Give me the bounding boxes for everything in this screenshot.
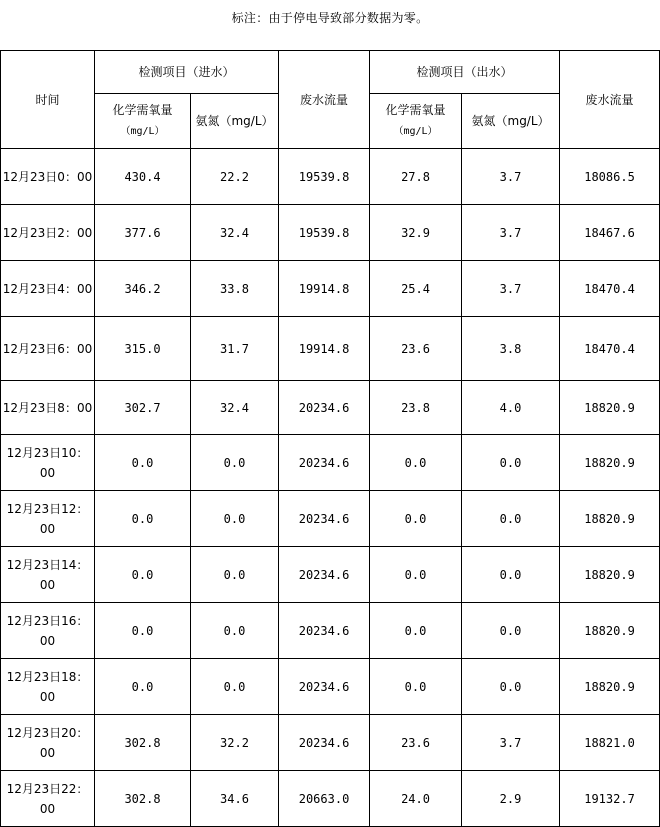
header-inlet-cod-unit: （mg/L） [120, 126, 165, 137]
cell-time: 12月23日6：00 [1, 317, 95, 381]
cell-inlet-cod: 430.4 [95, 149, 191, 205]
table-note: 标注：由于停电导致部分数据为零。 [231, 11, 429, 25]
cell-outlet-cod: 32.9 [370, 205, 462, 261]
cell-time: 12月23日16：00 [1, 603, 95, 659]
header-outlet-nh3: 氨氮（mg/L） [462, 94, 560, 149]
cell-outlet-cod: 25.4 [370, 261, 462, 317]
header-outlet-cod [370, 94, 462, 149]
cell-inlet-cod: 0.0 [95, 435, 191, 491]
cell-inlet-nh3: 32.4 [191, 381, 279, 435]
cell-inlet-nh3: 0.0 [191, 491, 279, 547]
cell-outlet-nh3: 0.0 [462, 435, 560, 491]
table-row [1, 205, 660, 261]
header-inlet-cod-label: 化学需氧量 [112, 103, 173, 117]
cell-inlet-cod: 0.0 [95, 659, 191, 715]
cell-inlet-cod: 0.0 [95, 491, 191, 547]
header-inlet-flow: 废水流量 [279, 51, 370, 149]
cell-inlet-flow: 20234.6 [279, 715, 370, 771]
cell-inlet-cod: 315.0 [95, 317, 191, 381]
cell-time: 12月23日4：00 [1, 261, 95, 317]
cell-outlet-nh3: 3.7 [462, 149, 560, 205]
cell-outlet-flow: 18820.9 [560, 603, 660, 659]
cell-outlet-nh3: 3.8 [462, 317, 560, 381]
table-row [1, 381, 660, 435]
cell-inlet-cod: 377.6 [95, 205, 191, 261]
cell-outlet-cod: 23.8 [370, 381, 462, 435]
cell-time: 12月23日12：00 [1, 491, 95, 547]
cell-inlet-nh3: 0.0 [191, 603, 279, 659]
cell-outlet-nh3: 3.7 [462, 205, 560, 261]
cell-outlet-flow: 18820.9 [560, 435, 660, 491]
header-outlet-flow: 废水流量 [560, 51, 660, 149]
cell-inlet-flow: 20234.6 [279, 381, 370, 435]
cell-outlet-cod: 0.0 [370, 435, 462, 491]
header-time: 时间 [1, 51, 95, 149]
cell-outlet-cod: 0.0 [370, 603, 462, 659]
cell-outlet-cod: 24.0 [370, 771, 462, 827]
cell-inlet-cod: 346.2 [95, 261, 191, 317]
cell-time: 12月23日2：00 [1, 205, 95, 261]
cell-outlet-cod: 27.8 [370, 149, 462, 205]
cell-time: 12月23日22：00 [1, 771, 95, 827]
cell-outlet-cod: 0.0 [370, 491, 462, 547]
cell-outlet-nh3: 3.7 [462, 715, 560, 771]
cell-inlet-flow: 19539.8 [279, 205, 370, 261]
cell-inlet-nh3: 0.0 [191, 659, 279, 715]
cell-outlet-flow: 18820.9 [560, 659, 660, 715]
cell-inlet-nh3: 31.7 [191, 317, 279, 381]
table-row [1, 547, 660, 603]
table-row [1, 149, 660, 205]
cell-inlet-cod: 302.8 [95, 771, 191, 827]
cell-inlet-nh3: 32.2 [191, 715, 279, 771]
cell-outlet-nh3: 4.0 [462, 381, 560, 435]
cell-inlet-nh3: 0.0 [191, 435, 279, 491]
cell-outlet-cod: 0.0 [370, 547, 462, 603]
cell-inlet-nh3: 33.8 [191, 261, 279, 317]
cell-inlet-flow: 20234.6 [279, 659, 370, 715]
header-inlet-cod [95, 94, 191, 149]
cell-outlet-nh3: 2.9 [462, 771, 560, 827]
cell-time: 12月23日18：00 [1, 659, 95, 715]
cell-outlet-flow: 18470.4 [560, 317, 660, 381]
table-row [1, 317, 660, 381]
cell-outlet-flow: 18820.9 [560, 547, 660, 603]
header-inlet-nh3: 氨氮（mg/L） [191, 94, 279, 149]
table-row [1, 261, 660, 317]
cell-inlet-nh3: 22.2 [191, 149, 279, 205]
cell-inlet-flow: 20663.0 [279, 771, 370, 827]
cell-outlet-flow: 18467.6 [560, 205, 660, 261]
cell-outlet-flow: 18470.4 [560, 261, 660, 317]
cell-outlet-cod: 23.6 [370, 715, 462, 771]
table-row [1, 491, 660, 547]
cell-inlet-nh3: 34.6 [191, 771, 279, 827]
table-row [1, 435, 660, 491]
cell-outlet-nh3: 3.7 [462, 261, 560, 317]
table-row [1, 715, 660, 771]
cell-inlet-cod: 0.0 [95, 603, 191, 659]
monitoring-table [0, 50, 660, 827]
cell-time: 12月23日14：00 [1, 547, 95, 603]
table-row [1, 771, 660, 827]
cell-time: 12月23日10：00 [1, 435, 95, 491]
cell-outlet-cod: 23.6 [370, 317, 462, 381]
table-row [1, 603, 660, 659]
cell-inlet-nh3: 32.4 [191, 205, 279, 261]
cell-inlet-flow: 19539.8 [279, 149, 370, 205]
table-row [1, 659, 660, 715]
cell-inlet-cod: 302.8 [95, 715, 191, 771]
cell-outlet-flow: 18820.9 [560, 491, 660, 547]
cell-inlet-flow: 19914.8 [279, 317, 370, 381]
cell-inlet-flow: 20234.6 [279, 547, 370, 603]
header-outlet-cod-unit: （mg/L） [393, 126, 438, 137]
cell-outlet-nh3: 0.0 [462, 659, 560, 715]
header-inlet-group: 检测项目（进水） [95, 51, 279, 94]
cell-outlet-nh3: 0.0 [462, 603, 560, 659]
cell-outlet-nh3: 0.0 [462, 547, 560, 603]
cell-outlet-flow: 18820.9 [560, 381, 660, 435]
cell-outlet-nh3: 0.0 [462, 491, 560, 547]
cell-inlet-flow: 20234.6 [279, 435, 370, 491]
cell-inlet-nh3: 0.0 [191, 547, 279, 603]
header-outlet-cod-label: 化学需氧量 [385, 103, 446, 117]
cell-outlet-flow: 18086.5 [560, 149, 660, 205]
cell-inlet-cod: 302.7 [95, 381, 191, 435]
cell-outlet-flow: 19132.7 [560, 771, 660, 827]
header-outlet-group: 检测项目（出水） [370, 51, 560, 94]
cell-inlet-cod: 0.0 [95, 547, 191, 603]
cell-outlet-flow: 18821.0 [560, 715, 660, 771]
cell-time: 12月23日8：00 [1, 381, 95, 435]
cell-inlet-flow: 20234.6 [279, 491, 370, 547]
cell-outlet-cod: 0.0 [370, 659, 462, 715]
cell-inlet-flow: 19914.8 [279, 261, 370, 317]
cell-time: 12月23日20：00 [1, 715, 95, 771]
cell-time: 12月23日0：00 [1, 149, 95, 205]
cell-inlet-flow: 20234.6 [279, 603, 370, 659]
